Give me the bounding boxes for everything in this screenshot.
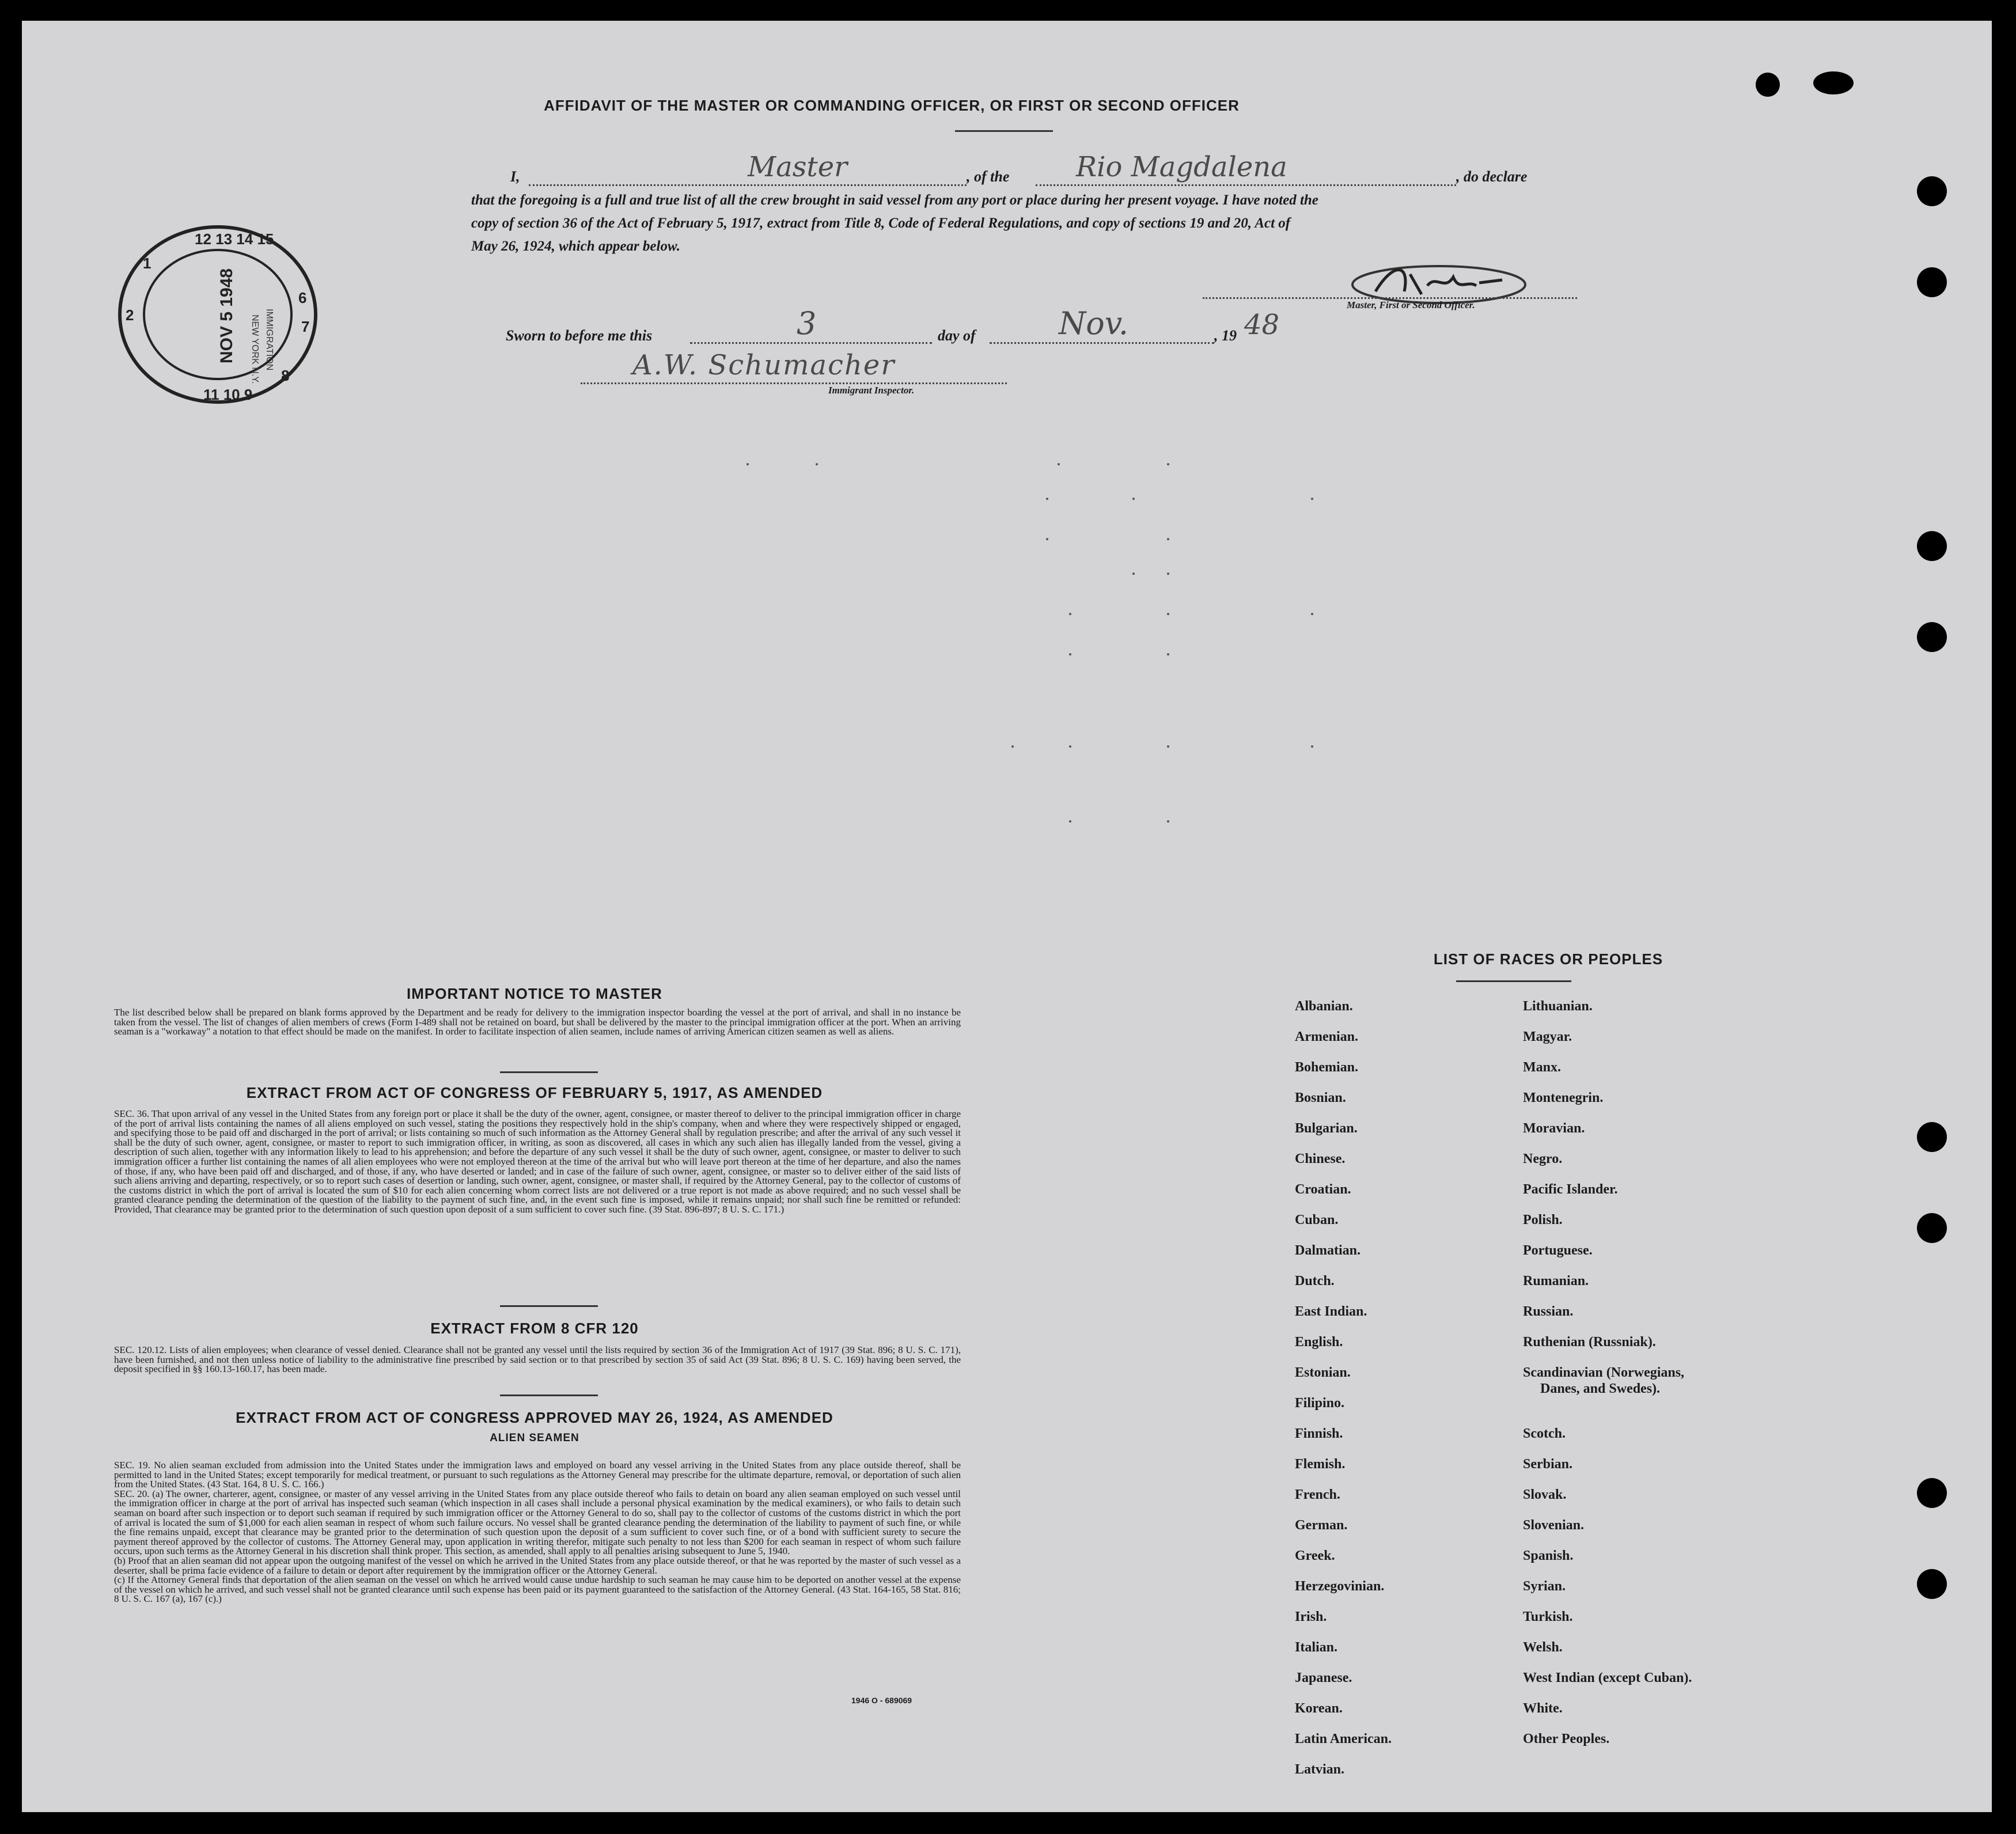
extract-1924-sec19: SEC. 19. No alien seaman excluded from admission into the United States under the immigration laws and employed on board any vessel arriving in the United States from any place outside thereof, shall be permitted to land in the United States; except temporarily for medical treatment, or pursuant to such regulations as the Attorney General may prescribe for the ultimate departure, removal, or deportation of such alien from the United States. (43 Stat. 164, 8 U. S. C. 166.) — [114, 1460, 961, 1490]
extract-1924-sec20a: SEC. 20. (a) The owner, charterer, agent, consignee, or master of any vessel arriving in the United States from any place outside thereof who fails to detain on board any alien seaman employed on such vessel until the immigration officer in charge at the port of arrival has inspected such seaman (which inspection in all cases shall include a personal physical examination by the medical examiners), or who fails to detain such seaman on board after such inspection or to deport such seaman if required by such immigration officer or the Attorney General to do so, shall pay to the collector of customs of the customs district in which the port of arrival is located the sum of $1,000 for each alien seaman in respect of whom such failure occurs. No vessel shall be granted clearance pending the determination of the liability to payment of such fine, or while the fine remains unpaid, except that clearance may be granted prior to the determination of such question upon the deposit of a sum sufficient to cover such fine, or of a bond with sufficient surety to secure the payment thereof approved by the collector of customs. The Attorney General may, upon application in writing therefor, mitigate such penalty to not less than $200 for each seaman in respect of whom such failure occurs, upon such terms as the Attorney General in his discretion shall think proper. This section, as amended, shall apply to all penalties arising subsequent to June 5, 1940. — [114, 1488, 961, 1557]
notice-text: The list described below shall be prepared on blank forms approved by the Department and be ready for delivery to the immigration inspector boarding the vessel at the port of arrival, and shall in no instance be taken from the vessel. The list of changes of alien members of crews (Form I-489 shall not be retained on board, but shall be delivered by the master to the principal immigration officer at the port. When an arriving seaman is a "workaway" a notation to that effect should be made on the manifest. In order to facilitate inspection of alien seamen, include names of arriving American citizen seamen as well as aliens. — [114, 1007, 961, 1037]
extract-1917-text: SEC. 36. That upon arrival of any vessel in the United States from any foreign port or place it shall be the duty of the owner, agent, consignee, or master thereof to deliver to the principal immigration officer in charge of the port of arrival lists containing the names of all aliens employed on such vessel, stating the positions they respectively hold in the ship's company, when and where they were respectively shipped or engaged, and specifying those to be paid off and discharged in the port of arrival; or lists containing so much of such information as the Attorney General shall by regulation prescribe; and after the arrival of any such vessel it shall be the duty of such owner, agent, consignee, or master to report to such immigration officer, in writing, as soon as discovered, all cases in which any such alien has illegally landed from the vessel, giving a description of such alien, together with any information likely to lead to his apprehension; and before the departure of any such vessel it shall be the duty of such owner, agent, consignee, or master to deliver to such immigration officer a further list containing the names of all alien employees who were not employed thereon at the time of the arrival but who will leave port thereon at the time of her departure, and also the names of those, if any, who have been paid off and discharged, and of those, if any, who have deserted or landed; and in case of the failure of such owner, agent, consignee, or master so to deliver either of the said lists of such aliens arriving and departing, respectively, or so to report such cases of desertion or landing, such owner, agent, consignee, or master shall, if required by the Attorney General, pay to the collector of customs of the customs district in which the port of arrival is located the sum of $10 for each alien concerning whom correct lists are not delivered or a true report is not made as above required; and no such vessel shall be granted clearance pending the determination of the question of the liability to the payment of such fine, and, in the event such fine is imposed, while it remains unpaid; nor shall such fine be remitted or refunded: Provided, That clearance may be granted prior to the determination of such question upon deposit of a sum sufficient to cover such fine. (39 Stat. 896-897; 8 U. S. C. 171.) — [114, 1108, 961, 1215]
race-item: Negro. — [1523, 1151, 1563, 1166]
race-item: Slovak. — [1523, 1487, 1567, 1502]
affidavit-body-line2: copy of section 36 of the Act of February 5, 1917, extract from Title 8, Code of Federal Regulations, and copy of sections 19 and 20, Act of — [471, 215, 1291, 231]
extract-1924-sec20c: (c) If the Attorney General finds that deportation of the alien seaman on the vessel on which he arrived would cause undue hardship to such seaman he may cause him to be deported on another vessel at the expense of the vessel on which he arrived, and such vessel shall not be granted clearance until such expense has been paid or its payment guaranteed to the satisfaction of the Attorney General. (43 Stat. 164-165, 58 Stat. 816; 8 U. S. C. 167 (a), 167 (c).) — [114, 1574, 961, 1605]
of-the-label: , of the — [967, 168, 1010, 185]
svg-text:11 10 9: 11 10 9 — [203, 386, 253, 403]
sworn-label: Sworn to before me this — [506, 327, 653, 344]
extract-1924-text — [114, 1461, 961, 1604]
notice-title: IMPORTANT NOTICE TO MASTER — [407, 985, 662, 1002]
race-item: Welsh. — [1523, 1640, 1563, 1655]
race-item: East Indian. — [1295, 1304, 1367, 1319]
race-item: Scandinavian (Norwegians, — [1523, 1365, 1685, 1380]
race-item: Syrian. — [1523, 1579, 1566, 1594]
race-item: Bulgarian. — [1295, 1121, 1358, 1136]
race-item: Italian. — [1295, 1640, 1338, 1655]
sworn-month-line — [990, 342, 1214, 344]
race-item: West Indian (except Cuban). — [1523, 1670, 1692, 1685]
race-item: Danes, and Swedes). — [1540, 1381, 1661, 1396]
race-item: Cuban. — [1295, 1212, 1339, 1227]
inspector-signature-line — [581, 382, 1007, 384]
affidavit-body-line3: May 26, 1924, which appear below. — [471, 238, 680, 254]
document-page — [22, 21, 1992, 1812]
extract-1924-title: EXTRACT FROM ACT OF CONGRESS APPROVED MAY 26, 1924, AS AMENDED — [236, 1409, 833, 1426]
race-item: Portuguese. — [1523, 1243, 1593, 1258]
extract-cfr-divider — [500, 1395, 598, 1396]
ink-blot — [1813, 71, 1854, 94]
punch-hole — [1917, 622, 1947, 652]
race-item: Serbian. — [1523, 1457, 1573, 1472]
race-item: Rumanian. — [1523, 1274, 1589, 1289]
rank-handwritten: Master — [748, 151, 848, 183]
extract-1924-sec20b: (b) Proof that an alien seaman did not appear upon the outgoing manifest of the vessel on which he arrived in the United States from any place outside thereof, or that he was reported by the master of such vessel as a deserter, shall be prima facie evidence of a failure to detain or deport after requirement by the immigration officer or the Attorney General. — [114, 1555, 961, 1576]
punch-hole — [1917, 1478, 1947, 1508]
do-declare-label: , do declare — [1456, 168, 1528, 185]
race-item: Herzegovinian. — [1295, 1579, 1385, 1594]
race-item: Slovenian. — [1523, 1518, 1585, 1533]
vessel-line — [1036, 184, 1456, 186]
race-item: Russian. — [1523, 1304, 1574, 1319]
year-prefix: , 19 — [1214, 327, 1237, 344]
race-item: French. — [1295, 1487, 1340, 1502]
extract-cfr-title: EXTRACT FROM 8 CFR 120 — [430, 1320, 639, 1337]
svg-text:8: 8 — [281, 367, 290, 384]
svg-text:12 13 14 15: 12 13 14 15 — [195, 230, 274, 248]
race-item: Japanese. — [1295, 1670, 1352, 1685]
race-item: Greek. — [1295, 1548, 1335, 1563]
svg-text:NEW YORK N.Y.: NEW YORK N.Y. — [250, 314, 260, 384]
i-label: I, — [510, 168, 520, 185]
stamp-date: NOV 5 1948 — [217, 268, 236, 363]
master-signature-caption: Master, First or Second Officer. — [1347, 300, 1475, 310]
ink-blot — [1756, 73, 1780, 97]
punch-hole — [1917, 267, 1947, 297]
master-signature-line — [1203, 297, 1577, 299]
year-handwritten: 48 — [1244, 309, 1280, 341]
race-item: Bosnian. — [1295, 1090, 1346, 1105]
race-item: Latin American. — [1295, 1731, 1392, 1746]
rank-line — [529, 184, 967, 186]
race-item: Filipino. — [1295, 1396, 1345, 1411]
race-item: Korean. — [1295, 1701, 1343, 1716]
race-item: Albanian. — [1295, 999, 1353, 1014]
race-item: Polish. — [1523, 1212, 1563, 1227]
race-item: Estonian. — [1295, 1365, 1351, 1380]
race-item: Pacific Islander. — [1523, 1182, 1618, 1197]
race-item: Latvian. — [1295, 1762, 1345, 1777]
svg-text:1: 1 — [143, 255, 151, 272]
vessel-name-handwritten: Rio Magdalena — [1076, 151, 1287, 183]
race-item: Turkish. — [1523, 1609, 1573, 1624]
race-item: Dalmatian. — [1295, 1243, 1361, 1258]
day-of-label: day of — [938, 327, 976, 344]
race-item: English. — [1295, 1335, 1343, 1350]
svg-text:7: 7 — [301, 318, 310, 335]
extract-1924-subtitle: ALIEN SEAMEN — [490, 1432, 579, 1444]
inspector-signature: A.W. Schumacher — [632, 349, 896, 381]
title-divider — [955, 130, 1053, 132]
postmark-stamp — [108, 217, 327, 412]
race-item: Manx. — [1523, 1060, 1561, 1075]
race-item: German. — [1295, 1518, 1348, 1533]
affidavit-title: AFFIDAVIT OF THE MASTER OR COMMANDING OFFICER, OR FIRST OR SECOND OFFICER — [544, 97, 1240, 114]
race-item: Bohemian. — [1295, 1060, 1359, 1075]
race-item: Finnish. — [1295, 1426, 1343, 1441]
inspector-caption: Immigrant Inspector. — [828, 385, 915, 396]
punch-hole — [1917, 1122, 1947, 1152]
race-item: Scotch. — [1523, 1426, 1566, 1441]
sworn-day-handwritten: 3 — [797, 305, 817, 342]
punch-hole — [1917, 1569, 1947, 1599]
race-item: Other Peoples. — [1523, 1731, 1610, 1746]
svg-text:IMMIGRATION: IMMIGRATION — [264, 309, 274, 371]
punch-hole — [1917, 531, 1947, 561]
punch-hole — [1917, 1213, 1947, 1243]
race-item: Montenegrin. — [1523, 1090, 1604, 1105]
extract-cfr-text: SEC. 120.12. Lists of alien employees; when clearance of vessel denied. Clearance shall not be granted any vessel until the lists required by section 36 of the Immigration Act of 1917 (39 Stat. 896; 8 U. S. C. 171), have been furnished, and not then unless notice of liability to the administrative fine prescribed by said section or to that prescribed by section 35 of said Act (39 Stat. 896; 8 U. S. C. 169) having been served, the deposit specified in §§ 160.13-160.17, has been made. — [114, 1344, 961, 1375]
race-item: Dutch. — [1295, 1274, 1335, 1289]
sworn-month-handwritten: Nov. — [1059, 305, 1129, 342]
sworn-day-line — [690, 342, 932, 344]
race-item: White. — [1523, 1701, 1563, 1716]
race-item: Magyar. — [1523, 1029, 1572, 1044]
race-item: Armenian. — [1295, 1029, 1358, 1044]
extract-1917-divider — [500, 1305, 598, 1307]
svg-text:6: 6 — [298, 289, 307, 306]
race-item: Croatian. — [1295, 1182, 1351, 1197]
race-item: Spanish. — [1523, 1548, 1574, 1563]
print-code: 1946 O - 689069 — [851, 1696, 912, 1705]
races-divider — [1456, 980, 1571, 982]
race-item: Chinese. — [1295, 1151, 1346, 1166]
notice-divider — [500, 1071, 598, 1073]
race-item: Irish. — [1295, 1609, 1327, 1624]
race-item: Moravian. — [1523, 1121, 1585, 1136]
races-title: LIST OF RACES OR PEOPLES — [1433, 950, 1663, 968]
svg-text:2: 2 — [126, 306, 134, 324]
extract-1917-title: EXTRACT FROM ACT OF CONGRESS OF FEBRUARY 5, 1917, AS AMENDED — [246, 1084, 823, 1101]
race-item: Ruthenian (Russniak). — [1523, 1335, 1656, 1350]
affidavit-body-line1: that the foregoing is a full and true list of all the crew brought in said vessel from any port or place during her present voyage. I have noted the — [471, 192, 1318, 208]
race-item: Flemish. — [1295, 1457, 1346, 1472]
punch-hole — [1917, 176, 1947, 206]
race-item: Lithuanian. — [1523, 999, 1593, 1014]
